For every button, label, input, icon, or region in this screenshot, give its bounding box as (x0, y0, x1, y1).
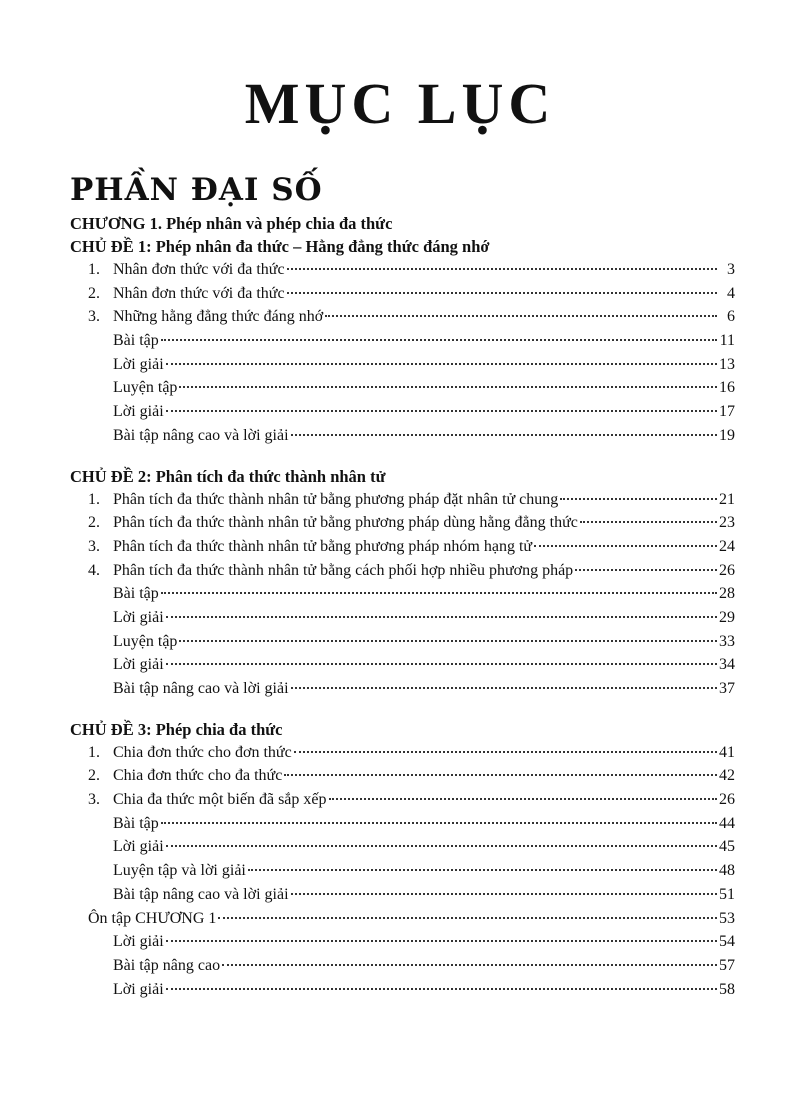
entry-page: 3 (727, 261, 735, 278)
entry-label: Bài tập nâng cao (113, 956, 221, 974)
dot-leader (291, 893, 717, 895)
entry-label: Lời giải (113, 838, 164, 856)
toc-entry[interactable] (70, 677, 735, 701)
entry-label: Chia đa thức một biến đã sắp xếp (113, 791, 327, 809)
entry-page: 24 (719, 537, 735, 555)
toc-entry[interactable] (70, 559, 735, 583)
entry-label: Chia đơn thức cho đơn thức (113, 743, 292, 761)
toc-entry[interactable] (70, 630, 735, 654)
dot-leader (166, 940, 717, 942)
toc-entry[interactable] (70, 859, 735, 883)
entry-label: Phân tích đa thức thành nhân tử bằng phương pháp đặt nhân tử chung (113, 490, 559, 508)
toc-entry-review[interactable] (70, 907, 735, 931)
entry-label: Lời giải (113, 656, 164, 674)
entry-label: Phân tích đa thức thành nhân tử bằng phương pháp dùng hằng đẳng thức (113, 514, 578, 532)
entry-page: 33 (719, 632, 735, 650)
entry-page: 48 (719, 862, 735, 880)
entry-page: 28 (719, 585, 735, 603)
entry-page: 4 (727, 284, 735, 302)
dot-leader (161, 822, 717, 824)
entry-page: 23 (719, 514, 735, 532)
entry-label: Bài tập nâng cao và lời giải (113, 680, 289, 697)
entry-label: Luyện tập và lời giải (113, 862, 246, 880)
entry-number: 4. (88, 561, 100, 579)
entry-page: 6 (727, 308, 735, 326)
toc-entry[interactable] (70, 535, 735, 559)
dot-leader (287, 292, 717, 294)
entry-label: Phân tích đa thức thành nhân tử bằng phương pháp nhóm hạng tử (113, 537, 533, 555)
dot-leader (218, 917, 717, 919)
topic-heading: CHỦ ĐỀ 3: Phép chia đa thức (70, 719, 283, 739)
toc-entry[interactable] (70, 424, 735, 448)
toc-entry[interactable] (70, 488, 735, 512)
dot-leader (166, 988, 717, 990)
dot-leader (166, 845, 717, 847)
dot-leader (166, 616, 717, 618)
entry-page: 58 (719, 980, 735, 998)
toc-entry[interactable] (70, 606, 735, 630)
entry-number: 2. (88, 284, 100, 302)
toc-entry[interactable] (70, 812, 735, 836)
dot-leader (179, 386, 717, 388)
entry-page: 13 (719, 355, 735, 373)
toc-entry[interactable] (70, 741, 735, 765)
entry-page: 54 (719, 933, 735, 951)
toc-entry[interactable] (70, 978, 735, 1002)
entry-label: Nhân đơn thức với đa thức (113, 261, 285, 278)
entry-label: Nhân đơn thức với đa thức (113, 284, 285, 302)
dot-leader (166, 410, 717, 412)
entry-label: Lời giải (113, 608, 164, 626)
toc-entry[interactable] (70, 883, 735, 907)
toc-entry[interactable] (70, 282, 735, 306)
dot-leader (580, 521, 717, 523)
entry-number: 1. (88, 261, 100, 278)
dot-leader (291, 687, 717, 689)
dot-leader (534, 545, 717, 547)
entry-label: Bài tập nâng cao và lời giải (113, 426, 289, 444)
entry-label: Bài tập (113, 332, 159, 350)
entry-number: 1. (88, 490, 100, 508)
toc-entry[interactable] (70, 788, 735, 812)
entry-page: 42 (719, 767, 735, 785)
entry-page: 37 (719, 680, 735, 697)
entry-page: 34 (719, 656, 735, 674)
toc-entry[interactable] (70, 258, 735, 282)
entry-label: Luyện tập (113, 632, 178, 650)
dot-leader (161, 592, 717, 594)
entry-label: Lời giải (113, 980, 164, 998)
topic-heading: CHỦ ĐỀ 1: Phép nhân đa thức – Hằng đẳng thức đáng nhớ (70, 237, 490, 256)
entry-label: Luyện tập (113, 379, 178, 397)
dot-leader (291, 434, 717, 436)
entry-page: 29 (719, 608, 735, 626)
entry-label: Bài tập (113, 814, 159, 832)
toc-entry[interactable] (70, 835, 735, 859)
toc-entry[interactable] (70, 764, 735, 788)
table-of-contents (70, 212, 735, 1001)
page-title: MỤC LỤC (244, 71, 556, 136)
entry-number: 2. (88, 767, 100, 785)
dot-leader (248, 869, 717, 871)
entry-number: 3. (88, 537, 100, 555)
dot-leader (287, 268, 717, 270)
entry-page: 21 (719, 490, 735, 508)
entry-label: Phân tích đa thức thành nhân tử bằng cách phối hợp nhiều phương pháp (113, 561, 574, 579)
entry-label: Những hằng đẳng thức đáng nhớ (113, 308, 324, 326)
dot-leader (222, 964, 717, 966)
entry-page: 53 (719, 909, 735, 927)
entry-page: 17 (719, 403, 735, 421)
toc-entry[interactable] (70, 305, 735, 329)
dot-leader (575, 569, 717, 571)
toc-entry[interactable] (70, 329, 735, 353)
dot-leader (294, 751, 717, 753)
entry-number: 2. (88, 514, 100, 532)
toc-entry[interactable] (70, 353, 735, 377)
entry-label: Bài tập nâng cao và lời giải (113, 885, 289, 903)
entry-label: Ôn tập CHƯƠNG 1 (88, 909, 217, 927)
entry-label: Lời giải (113, 933, 164, 951)
toc-entry[interactable] (70, 653, 735, 677)
dot-leader (284, 774, 717, 776)
chapter-heading: CHƯƠNG 1. Phép nhân và phép chia đa thức (70, 214, 393, 233)
entry-label: Lời giải (113, 355, 164, 373)
toc-entry[interactable] (70, 954, 735, 978)
entry-page: 51 (719, 885, 735, 903)
dot-leader (560, 498, 717, 500)
entry-page: 26 (719, 791, 735, 809)
dot-leader (179, 640, 717, 642)
part-title: PHẦN ĐẠI SỐ (70, 172, 323, 208)
entry-label: Chia đơn thức cho đa thức (113, 767, 283, 785)
dot-leader (325, 315, 717, 317)
entry-page: 26 (719, 561, 735, 579)
entry-page: 57 (719, 956, 735, 974)
entry-page: 16 (719, 379, 735, 397)
entry-label: Lời giải (113, 403, 164, 421)
entry-number: 3. (88, 308, 100, 326)
entry-page: 45 (719, 838, 735, 856)
toc-entry[interactable] (70, 400, 735, 424)
entry-page: 44 (719, 814, 735, 832)
topic-heading: CHỦ ĐỀ 2: Phân tích đa thức thành nhân tử (70, 466, 386, 486)
dot-leader (166, 663, 717, 665)
entry-number: 3. (88, 791, 100, 809)
toc-entry[interactable] (70, 376, 735, 400)
toc-entry[interactable] (70, 930, 735, 954)
entry-page: 11 (719, 332, 735, 350)
dot-leader (329, 798, 717, 800)
toc-entry[interactable] (70, 511, 735, 535)
dot-leader (166, 363, 717, 365)
entry-page: 41 (719, 743, 735, 761)
toc-entry[interactable] (70, 582, 735, 606)
entry-label: Bài tập (113, 585, 159, 603)
entry-number: 1. (88, 743, 100, 761)
entry-page: 19 (719, 426, 735, 444)
dot-leader (161, 339, 717, 341)
